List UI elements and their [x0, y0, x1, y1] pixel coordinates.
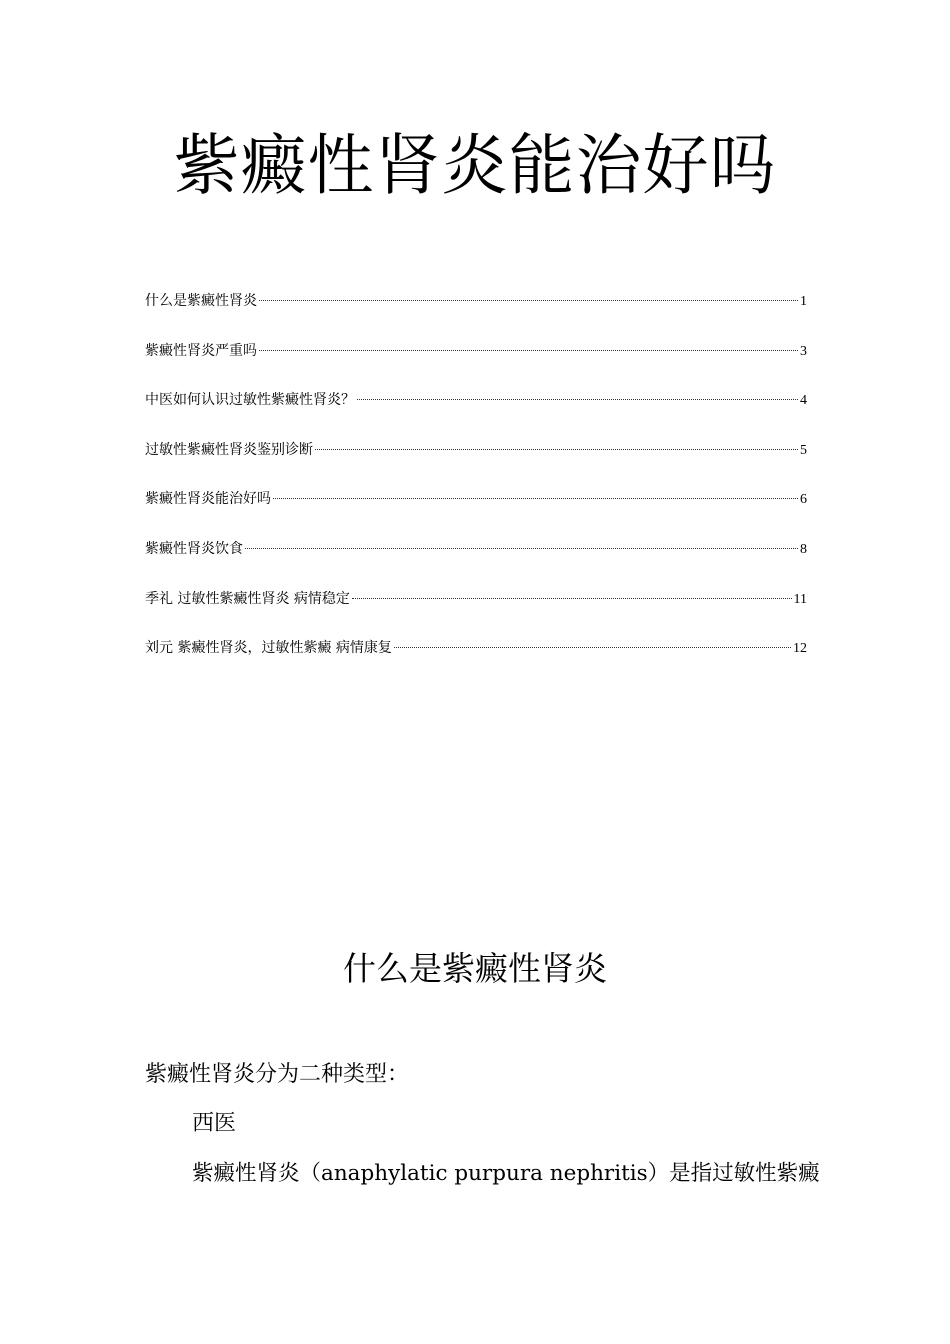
toc-entry[interactable] — [145, 637, 807, 687]
toc-dot-leader — [315, 449, 798, 450]
toc-entry[interactable] — [145, 389, 807, 439]
toc-page-number: 8 — [800, 541, 807, 557]
toc-entry[interactable] — [145, 439, 807, 489]
toc-entry-text: 紫癜性肾炎严重吗 — [145, 342, 257, 359]
toc-entry-text: 紫癜性肾炎饮食 — [145, 540, 243, 557]
toc-dot-leader — [352, 598, 792, 599]
toc-page-number: 1 — [800, 294, 807, 309]
toc-page-number: 11 — [793, 591, 807, 607]
toc-page-number: 5 — [800, 442, 807, 458]
toc-page-number: 12 — [793, 641, 807, 657]
document-title: 紫癜性肾炎能治好吗 — [173, 127, 777, 204]
toc-dot-leader — [259, 300, 798, 301]
toc-dot-leader — [259, 350, 798, 351]
toc-entry-text: 季礼 过敏性紫癜性肾炎 病情稳定 — [145, 590, 350, 607]
toc-entry-text: 什么是紫癜性肾炎 — [145, 293, 257, 309]
toc-entry-text: 中医如何认识过敏性紫癜性肾炎？ — [145, 392, 355, 409]
toc-entry-text: 紫癜性肾炎能治好吗 — [145, 491, 271, 508]
section-heading: 什么是紫癜性肾炎 — [343, 949, 607, 988]
toc-page-number: 3 — [800, 343, 807, 359]
body-paragraph: 紫癜性肾炎（anaphylatic purpura nephritis）是指过敏性紫癜 — [192, 1161, 820, 1186]
toc-dot-leader — [394, 647, 791, 648]
subheading-western-medicine: 西医 — [192, 1111, 237, 1136]
toc-dot-leader — [245, 548, 798, 549]
toc-entry[interactable] — [145, 588, 807, 638]
toc-entry[interactable] — [145, 488, 807, 538]
intro-paragraph: 紫癜性肾炎分为二种类型： — [145, 1062, 410, 1087]
toc-entry[interactable] — [145, 538, 807, 588]
table-of-contents — [145, 290, 807, 687]
toc-entry[interactable] — [145, 290, 807, 340]
toc-dot-leader — [273, 498, 798, 499]
toc-dot-leader — [357, 399, 798, 400]
toc-page-number: 6 — [800, 492, 807, 508]
toc-page-number: 4 — [800, 393, 807, 409]
toc-entry-text: 过敏性紫癜性肾炎鉴别诊断 — [145, 441, 313, 458]
toc-entry[interactable] — [145, 340, 807, 390]
toc-entry-text: 刘元 紫癜性肾炎，过敏性紫癜 病情康复 — [145, 640, 392, 657]
